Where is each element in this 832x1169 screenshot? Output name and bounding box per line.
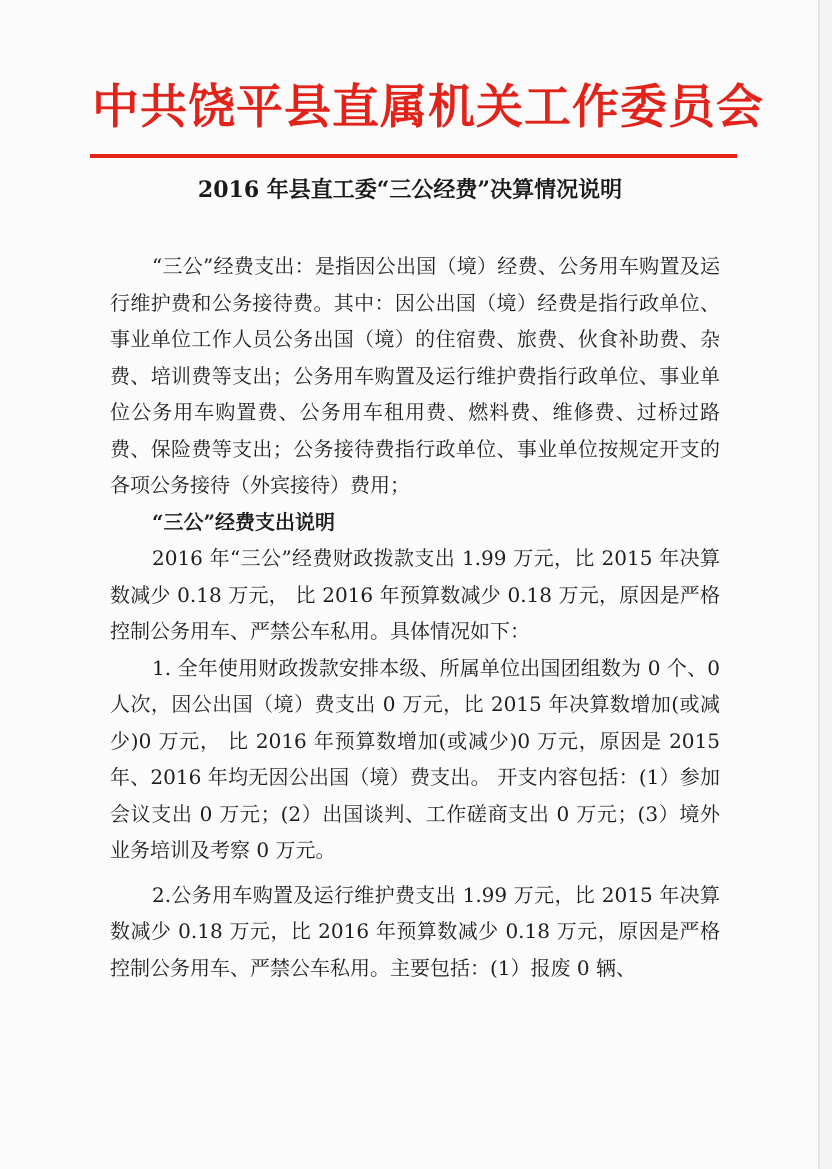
- paragraph-item-2: 2.公务用车购置及运行维护费支出 1.99 万元，比 2015 年决算数减少 0.18 万元，比 2016 年预算数减少 0.18 万元，原因是严格控制公务用车、严禁公车私用。主要包括：(1）报废 0 辆、: [110, 882, 720, 980]
- letterhead-divider: [90, 154, 737, 158]
- paragraph-summary: 2016 年“三公”经费财政拨款支出 1.99 万元，比 2015 年决算数减少 0.18 万元， 比 2016 年预算数减少 0.18 万元，原因是严格控制公务用车、严禁公车私用。具体情况如下：: [110, 546, 720, 643]
- document-body: [110, 248, 720, 986]
- paragraph-item-1: 1. 全年使用财政拨款安排本级、所属单位出国团组数为 0 个、0 人次，因公出国（境）费支出 0 万元，比 2015 年决算数增加(或减少)0 万元， 比 2016 年预算数增加(或减少)0 万元，原因是 2015 年、2016 年均无因公出国（境）费支出。 开支内容包括：(1）参加会议支出 0 万元；(2）出国谈判、工作磋商支出 0 万元；(3）境外业务培训及考察 0 万元。: [110, 655, 720, 862]
- letterhead-title: 中共饶平县直属机关工作委员会: [92, 80, 764, 135]
- paragraph-definition: “三公”经费支出：是指因公出国（境）经费、公务用车购置及运行维护费和公务接待费。其中：因公出国（境）经费是指行政单位、事业单位工作人员公务出国（境）的住宿费、旅费、伙食补助费、杂费、培训费等支出；公务用车购置及运行维护费指行政单位、事业单位公务用车购置费、公务用车租用费、燃料费、维修费、过桥过路费、保险费等支出；公务接待费指行政单位、事业单位按规定开支的各项公务接待（外宾接待）费用；: [110, 254, 720, 497]
- section-heading: “三公”经费支出说明: [152, 509, 336, 534]
- document-title: 2016 年县直工委“三公经费”决算情况说明: [197, 177, 623, 203]
